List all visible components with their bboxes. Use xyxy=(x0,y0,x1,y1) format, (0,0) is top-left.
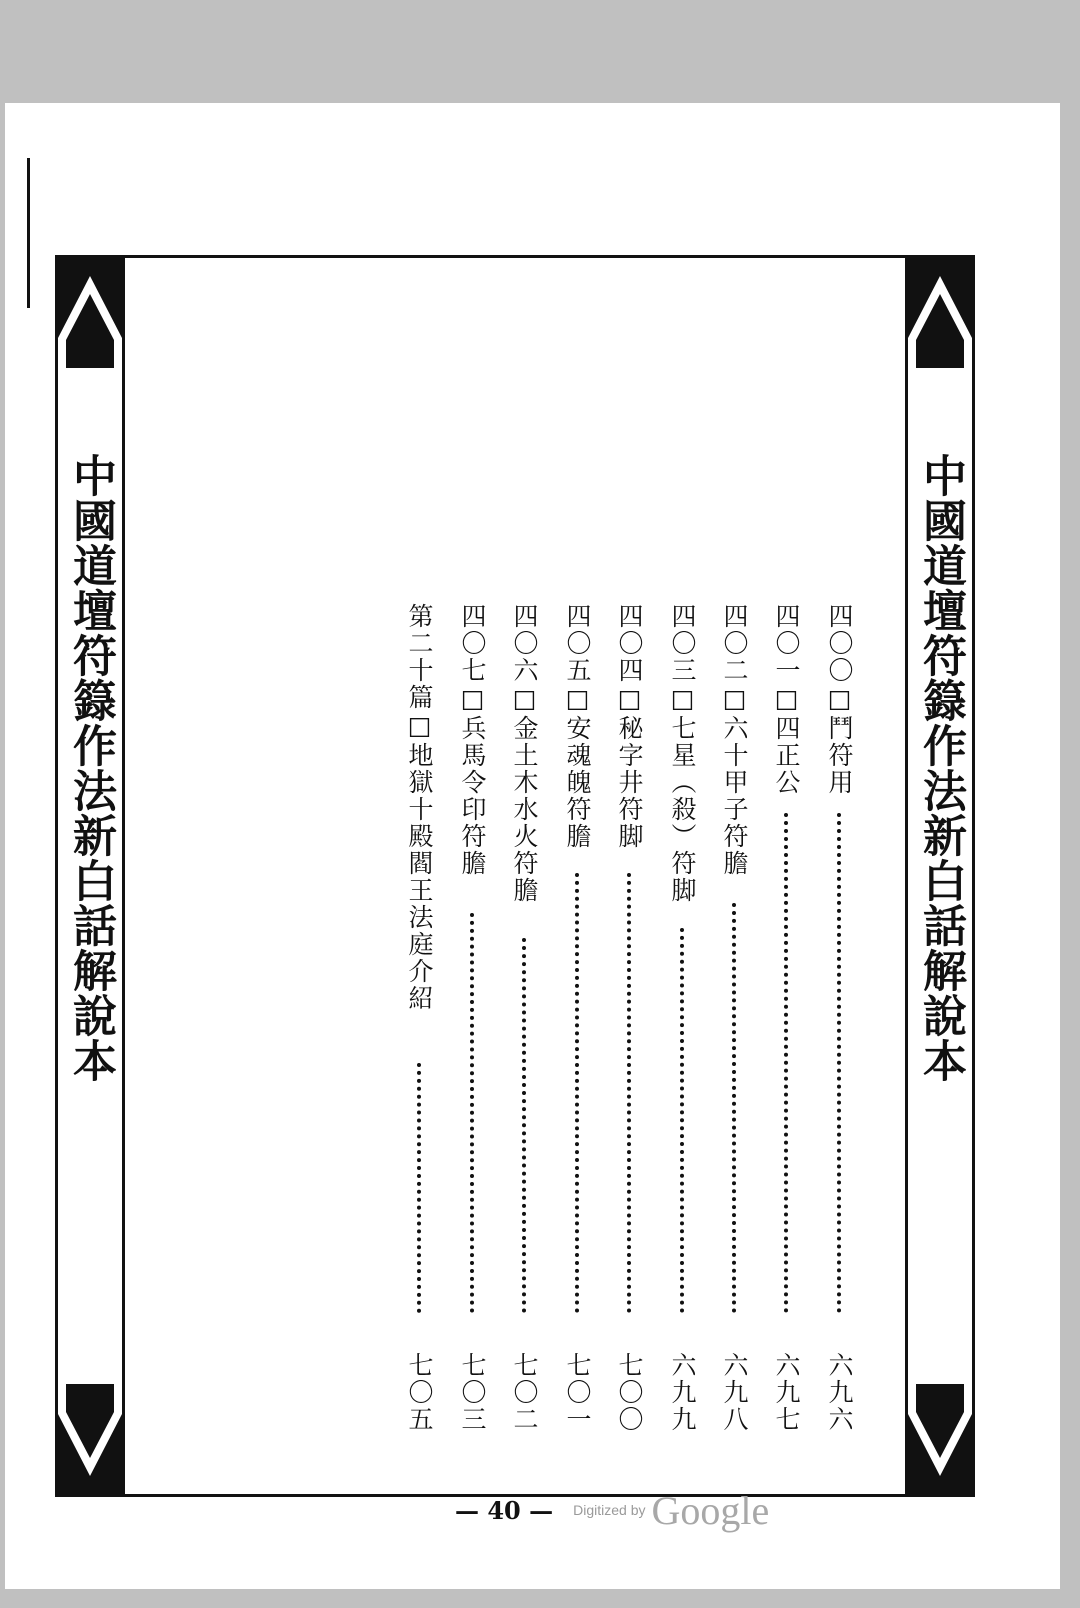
toc-entry xyxy=(663,603,701,1433)
toc-entry-title: 四〇二□六十甲子符膽 xyxy=(720,603,749,877)
toc-entry xyxy=(820,603,858,1433)
leader-dots xyxy=(837,813,841,1313)
page-number: — 40 — xyxy=(455,1495,554,1525)
leader-dots xyxy=(470,913,474,1313)
left-title-band xyxy=(55,258,125,1494)
leader-dots xyxy=(680,928,684,1313)
chevron-ornament-icon xyxy=(58,258,122,368)
leader-dots xyxy=(575,873,579,1313)
right-book-title: 中國道壇符籙作法新白話解說本 xyxy=(915,453,966,1083)
toc-entry xyxy=(558,603,596,1433)
toc-entry-page: 七〇一 xyxy=(563,1352,592,1433)
toc-entry-page: 六九九 xyxy=(668,1352,697,1433)
table-of-contents xyxy=(400,603,870,1433)
leader-dots xyxy=(417,1063,421,1313)
toc-entry-title: 四〇四□秘字井符脚 xyxy=(615,603,644,850)
toc-entry-page: 七〇〇 xyxy=(615,1352,644,1433)
chevron-ornament-icon xyxy=(908,258,972,368)
toc-entry xyxy=(453,603,491,1433)
scanned-page xyxy=(5,103,1060,1589)
toc-entry-page: 六九八 xyxy=(720,1352,749,1433)
right-title-band xyxy=(905,258,975,1494)
page-footer xyxy=(455,1487,770,1533)
toc-entry xyxy=(505,603,543,1433)
digitized-label: Digitized by xyxy=(573,1502,646,1518)
toc-entry-page: 七〇五 xyxy=(405,1352,434,1433)
toc-entry-title: 四〇三□七星（殺）符脚 xyxy=(668,603,697,904)
toc-entry-title: 四〇一□四正公 xyxy=(772,603,801,796)
toc-entry-page: 七〇二 xyxy=(510,1352,539,1433)
toc-entry xyxy=(767,603,805,1433)
leader-dots xyxy=(627,873,631,1313)
toc-entry-title: 四〇五□安魂魄符膽 xyxy=(563,603,592,850)
left-book-title: 中國道壇符籙作法新白話解說本 xyxy=(65,453,116,1083)
leader-dots xyxy=(522,938,526,1313)
leader-dots xyxy=(784,813,788,1313)
chevron-ornament-icon xyxy=(908,1384,972,1494)
toc-entry-title: 四〇〇□鬥符用 xyxy=(825,603,854,796)
toc-entry-page: 七〇三 xyxy=(458,1352,487,1433)
toc-entry-title: 四〇六□金土木水火符膽 xyxy=(510,603,539,904)
toc-entry-title: 第二十篇□地獄十殿閻王法庭介紹 xyxy=(405,603,434,1012)
margin-mark xyxy=(27,158,30,308)
toc-entry-title: 四〇七□兵馬令印符膽 xyxy=(458,603,487,877)
toc-entry-page: 六九七 xyxy=(772,1352,801,1433)
brand-watermark: Google xyxy=(651,1487,770,1533)
chevron-ornament-icon xyxy=(58,1384,122,1494)
toc-entry xyxy=(400,603,438,1433)
toc-entry xyxy=(610,603,648,1433)
toc-entry-page: 六九六 xyxy=(825,1352,854,1433)
toc-entry xyxy=(715,603,753,1433)
leader-dots xyxy=(732,903,736,1313)
